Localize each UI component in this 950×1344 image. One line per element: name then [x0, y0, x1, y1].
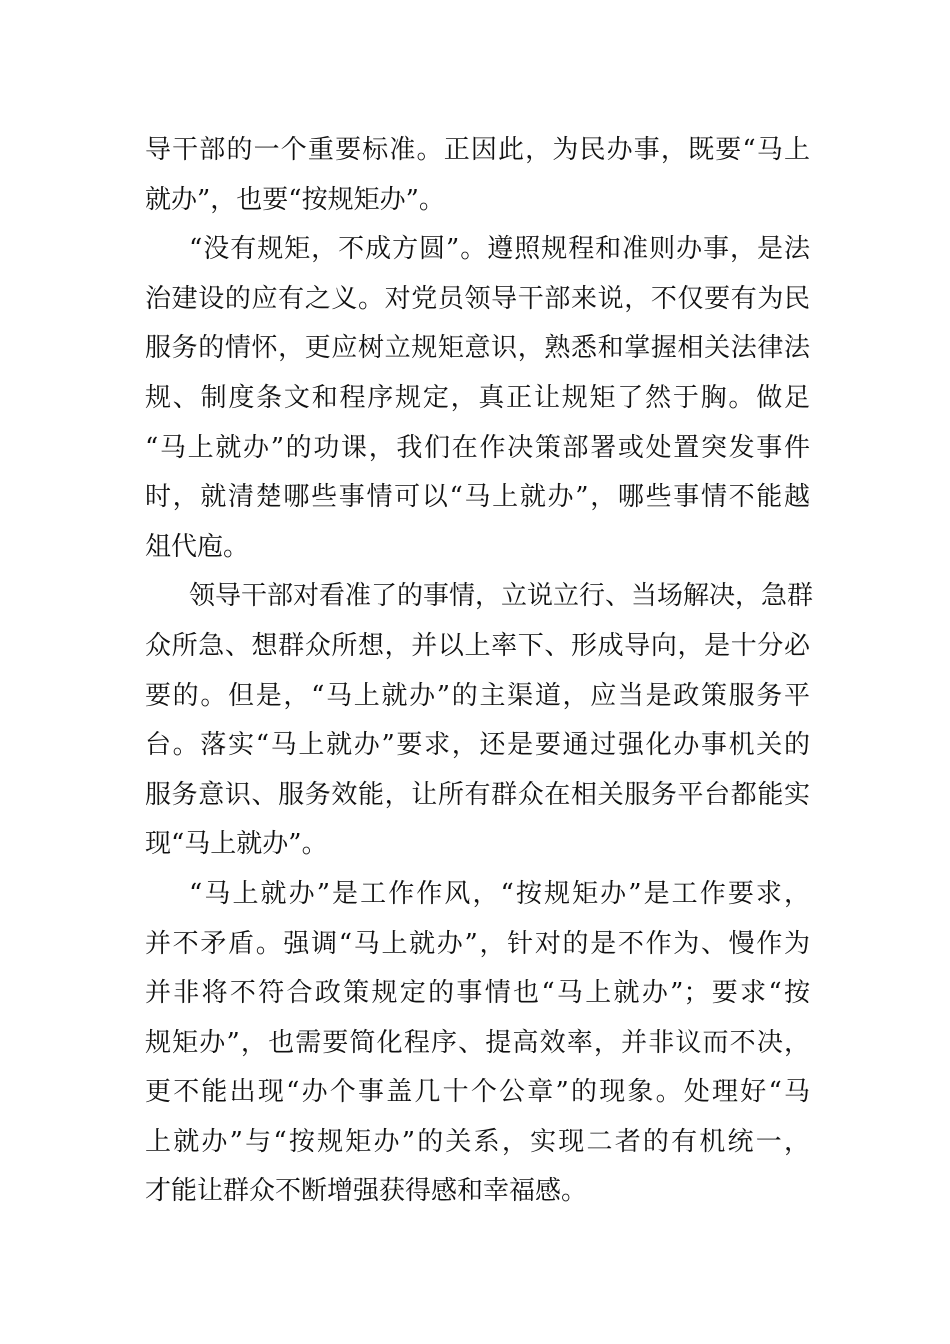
text-line: 服务的情怀，更应树立规矩意识，熟悉和掌握相关法律法 [145, 333, 810, 364]
text-line: 领导干部对看准了的事情，立说立行、当场解决，急群 [189, 581, 814, 612]
text-line: 治建设的应有之义。对党员领导干部来说，不仅要有为民 [145, 283, 810, 314]
text-line: “没有规矩，不成方圆”。遵照规程和准则办事，是法 [189, 234, 810, 265]
text-line: 台。落实“马上就办”要求，还是要通过强化办事机关的 [145, 730, 810, 761]
text-line: 众所急、想群众所想，并以上率下、形成导向，是十分必 [145, 630, 810, 661]
text-line: 上就办”与“按规矩办”的关系，实现二者的有机统一， [145, 1126, 810, 1157]
text-line: “马上就办”是工作作风，“按规矩办”是工作要求， [189, 878, 810, 909]
text-line: 要的。但是，“马上就办”的主渠道，应当是政策服务平 [145, 680, 810, 711]
text-line: 更不能出现“办个事盖几十个公章”的现象。处理好“马 [145, 1077, 810, 1108]
text-line: 规矩办”，也需要简化程序、提高效率，并非议而不决， [145, 1027, 810, 1058]
text-line: 并不矛盾。强调“马上就办”，针对的是不作为、慢作为 [145, 928, 810, 959]
text-line: 现“马上就办”。 [145, 829, 328, 860]
text-line: 才能让群众不断增强获得感和幸福感。 [145, 1176, 588, 1207]
text-line: 俎代庖。 [145, 531, 250, 562]
text-line: 规、制度条文和程序规定，真正让规矩了然于胸。做足 [145, 382, 810, 413]
text-line: 就办”，也要“按规矩办”。 [145, 184, 445, 215]
text-line: 时，就清楚哪些事情可以“马上就办”，哪些事情不能越 [145, 482, 810, 513]
text-line: 并非将不符合政策规定的事情也“马上就办”；要求“按 [145, 978, 810, 1009]
paragraph-1 [145, 126, 810, 225]
paragraph-3 [145, 572, 814, 870]
paragraph-4 [145, 870, 810, 1217]
text-line: 导干部的一个重要标准。正因此，为民办事，既要“马上 [145, 135, 810, 165]
paragraph-2 [145, 225, 810, 572]
text-line: “马上就办”的功课，我们在作决策部署或处置突发事件 [145, 432, 810, 463]
article-body [145, 126, 814, 1217]
text-line: 服务意识、服务效能，让所有群众在相关服务平台都能实 [145, 779, 810, 810]
